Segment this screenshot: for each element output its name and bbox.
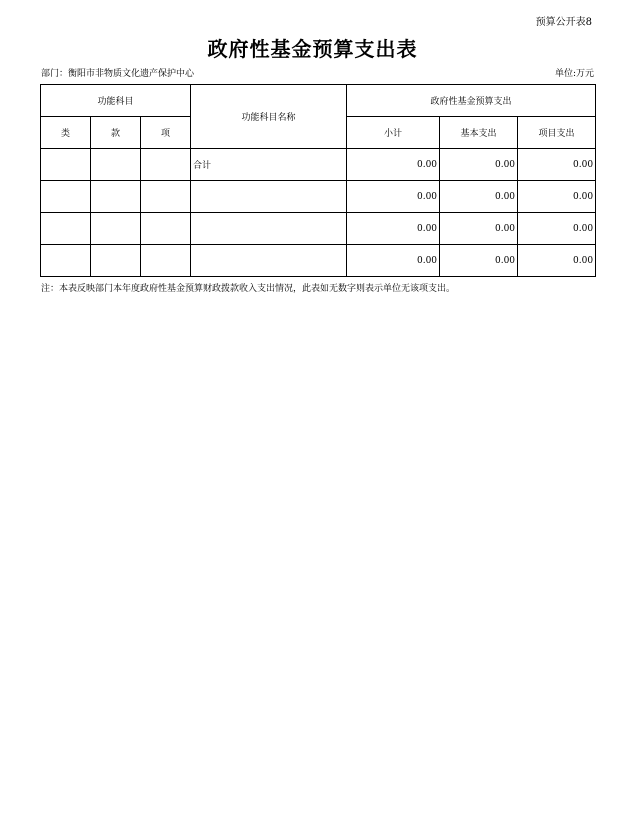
cell-basic: 0.00 xyxy=(440,149,518,181)
cell-category xyxy=(41,245,91,277)
header-func-subject: 功能科目 xyxy=(41,85,191,117)
page-title: 政府性基金预算支出表 xyxy=(207,37,418,61)
cell-section xyxy=(91,181,141,213)
cell-category xyxy=(41,149,91,181)
cell-category xyxy=(41,213,91,245)
cell-subtotal: 0.00 xyxy=(347,213,440,245)
cell-basic: 0.00 xyxy=(440,213,518,245)
header-basic-expenditure: 基本支出 xyxy=(440,117,518,149)
footnote: 注：本表反映部门本年度政府性基金预算财政拨款收入支出情况，此表如无数字则表示单位无该项支出。 xyxy=(41,284,456,294)
cell-subtotal: 0.00 xyxy=(347,149,440,181)
cell-subtotal: 0.00 xyxy=(347,245,440,277)
cell-item xyxy=(141,181,191,213)
cell-category xyxy=(41,181,91,213)
cell-name xyxy=(191,213,347,245)
cell-project: 0.00 xyxy=(518,245,596,277)
header-fund-expenditure: 政府性基金预算支出 xyxy=(347,85,596,117)
header-row-1 xyxy=(41,85,596,117)
unit-label: 单位:万元 xyxy=(554,69,594,79)
cell-section xyxy=(91,245,141,277)
table-code: 预算公开表8 xyxy=(535,17,592,28)
table-row xyxy=(41,149,596,181)
department-label: 部门：衡阳市非物质文化遗产保护中心 xyxy=(41,69,195,79)
cell-item xyxy=(141,213,191,245)
header-func-subject-name: 功能科目名称 xyxy=(191,85,347,149)
cell-name: 合计 xyxy=(191,149,347,181)
budget-table xyxy=(40,84,596,277)
table-row xyxy=(41,245,596,277)
header-project-expenditure: 项目支出 xyxy=(518,117,596,149)
cell-item xyxy=(141,245,191,277)
header-section: 款 xyxy=(91,117,141,149)
cell-project: 0.00 xyxy=(518,181,596,213)
cell-section xyxy=(91,149,141,181)
cell-subtotal: 0.00 xyxy=(347,181,440,213)
table-row xyxy=(41,213,596,245)
table-row xyxy=(41,181,596,213)
cell-name xyxy=(191,245,347,277)
cell-basic: 0.00 xyxy=(440,245,518,277)
header-item: 项 xyxy=(141,117,191,149)
cell-basic: 0.00 xyxy=(440,181,518,213)
cell-project: 0.00 xyxy=(518,213,596,245)
cell-item xyxy=(141,149,191,181)
header-subtotal: 小计 xyxy=(347,117,440,149)
cell-project: 0.00 xyxy=(518,149,596,181)
cell-name xyxy=(191,181,347,213)
header-category: 类 xyxy=(41,117,91,149)
cell-section xyxy=(91,213,141,245)
